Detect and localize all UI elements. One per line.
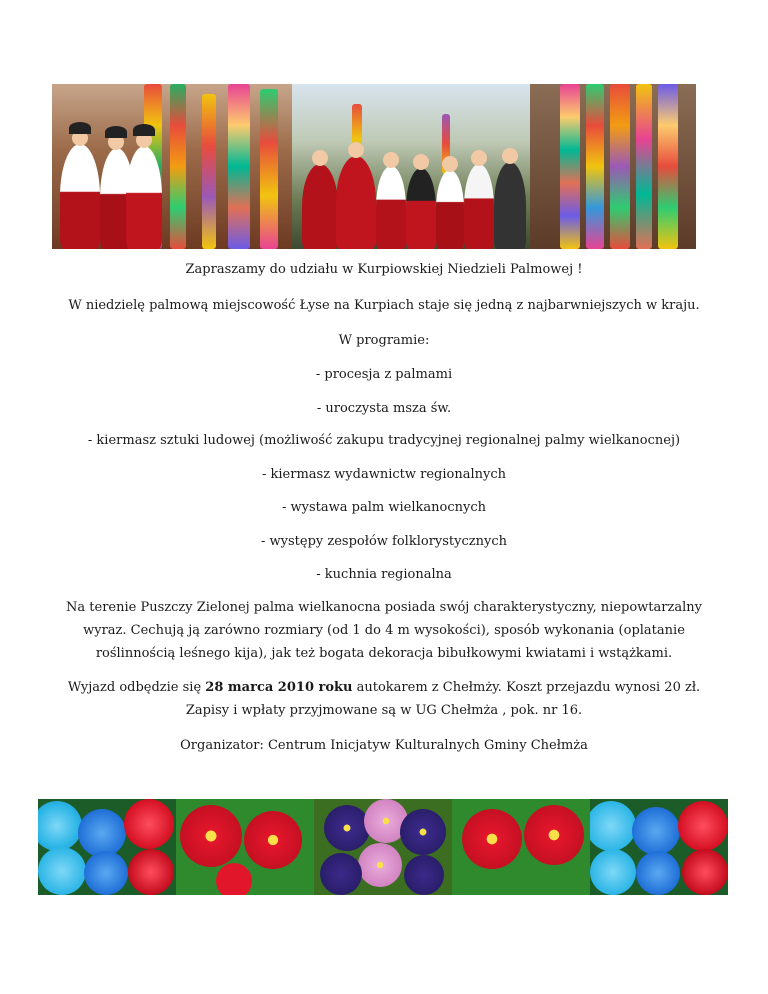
intro-paragraph: W niedzielę palmową miejscowość Łyse na Kurpiach staje się jedną z najbarwniejszych w kraju. xyxy=(68,298,700,313)
red-flowers-tile xyxy=(176,799,314,895)
trip-info xyxy=(14,680,754,695)
program-item: - uroczysta msza św. xyxy=(316,401,452,416)
blue-flowers-tile xyxy=(590,799,728,895)
folk-group-photo xyxy=(52,84,292,249)
procession-photo xyxy=(292,84,530,249)
top-photo-banner xyxy=(52,84,696,249)
trip-date: 28 marca 2010 roku xyxy=(205,680,353,695)
description-line: roślinnością leśnego kija), jak też bogata dekoracja bibułkowymi kwiatami i wstążkami. xyxy=(95,646,673,661)
red-flowers-tile xyxy=(452,799,590,895)
flower-banner xyxy=(38,799,728,895)
trip-after: autokarem z Chełmży. Koszt przejazdu wynosi 20 zł. xyxy=(352,680,701,695)
trip-before: Wyjazd odbędzie się xyxy=(67,680,206,695)
organizer: Organizator: Centrum Inicjatyw Kulturalnych Gminy Chełmża xyxy=(180,738,588,753)
signup-info: Zapisy i wpłaty przyjmowane są w UG Chełmża , pok. nr 16. xyxy=(185,703,583,718)
description-line: wyraz. Cechują ją zarówno rozmiary (od 1 do 4 m wysokości), sposób wykonania (oplatanie xyxy=(83,623,685,638)
program-item: - procesja z palmami xyxy=(315,367,453,382)
program-item: - występy zespołów folklorystycznych xyxy=(260,534,507,549)
program-item: - kiermasz sztuki ludowej (możliwość zakupu tradycyjnej regionalnej palmy wielkanocnej) xyxy=(87,433,681,448)
program-item: - kuchnia regionalna xyxy=(316,567,452,582)
program-item: - kiermasz wydawnictw regionalnych xyxy=(261,467,507,482)
program-heading: W programie: xyxy=(338,333,430,348)
purple-flowers-tile xyxy=(314,799,452,895)
description-line: Na terenie Puszczy Zielonej palma wielkanocna posiada swój charakterystyczny, niepowtarzalny xyxy=(66,600,702,615)
invite-heading: Zapraszamy do udziału w Kurpiowskiej Niedzieli Palmowej ! xyxy=(185,262,583,277)
blue-flowers-tile xyxy=(38,799,176,895)
program-item: - wystawa palm wielkanocnych xyxy=(282,500,486,515)
easter-palms-photo xyxy=(530,84,696,249)
